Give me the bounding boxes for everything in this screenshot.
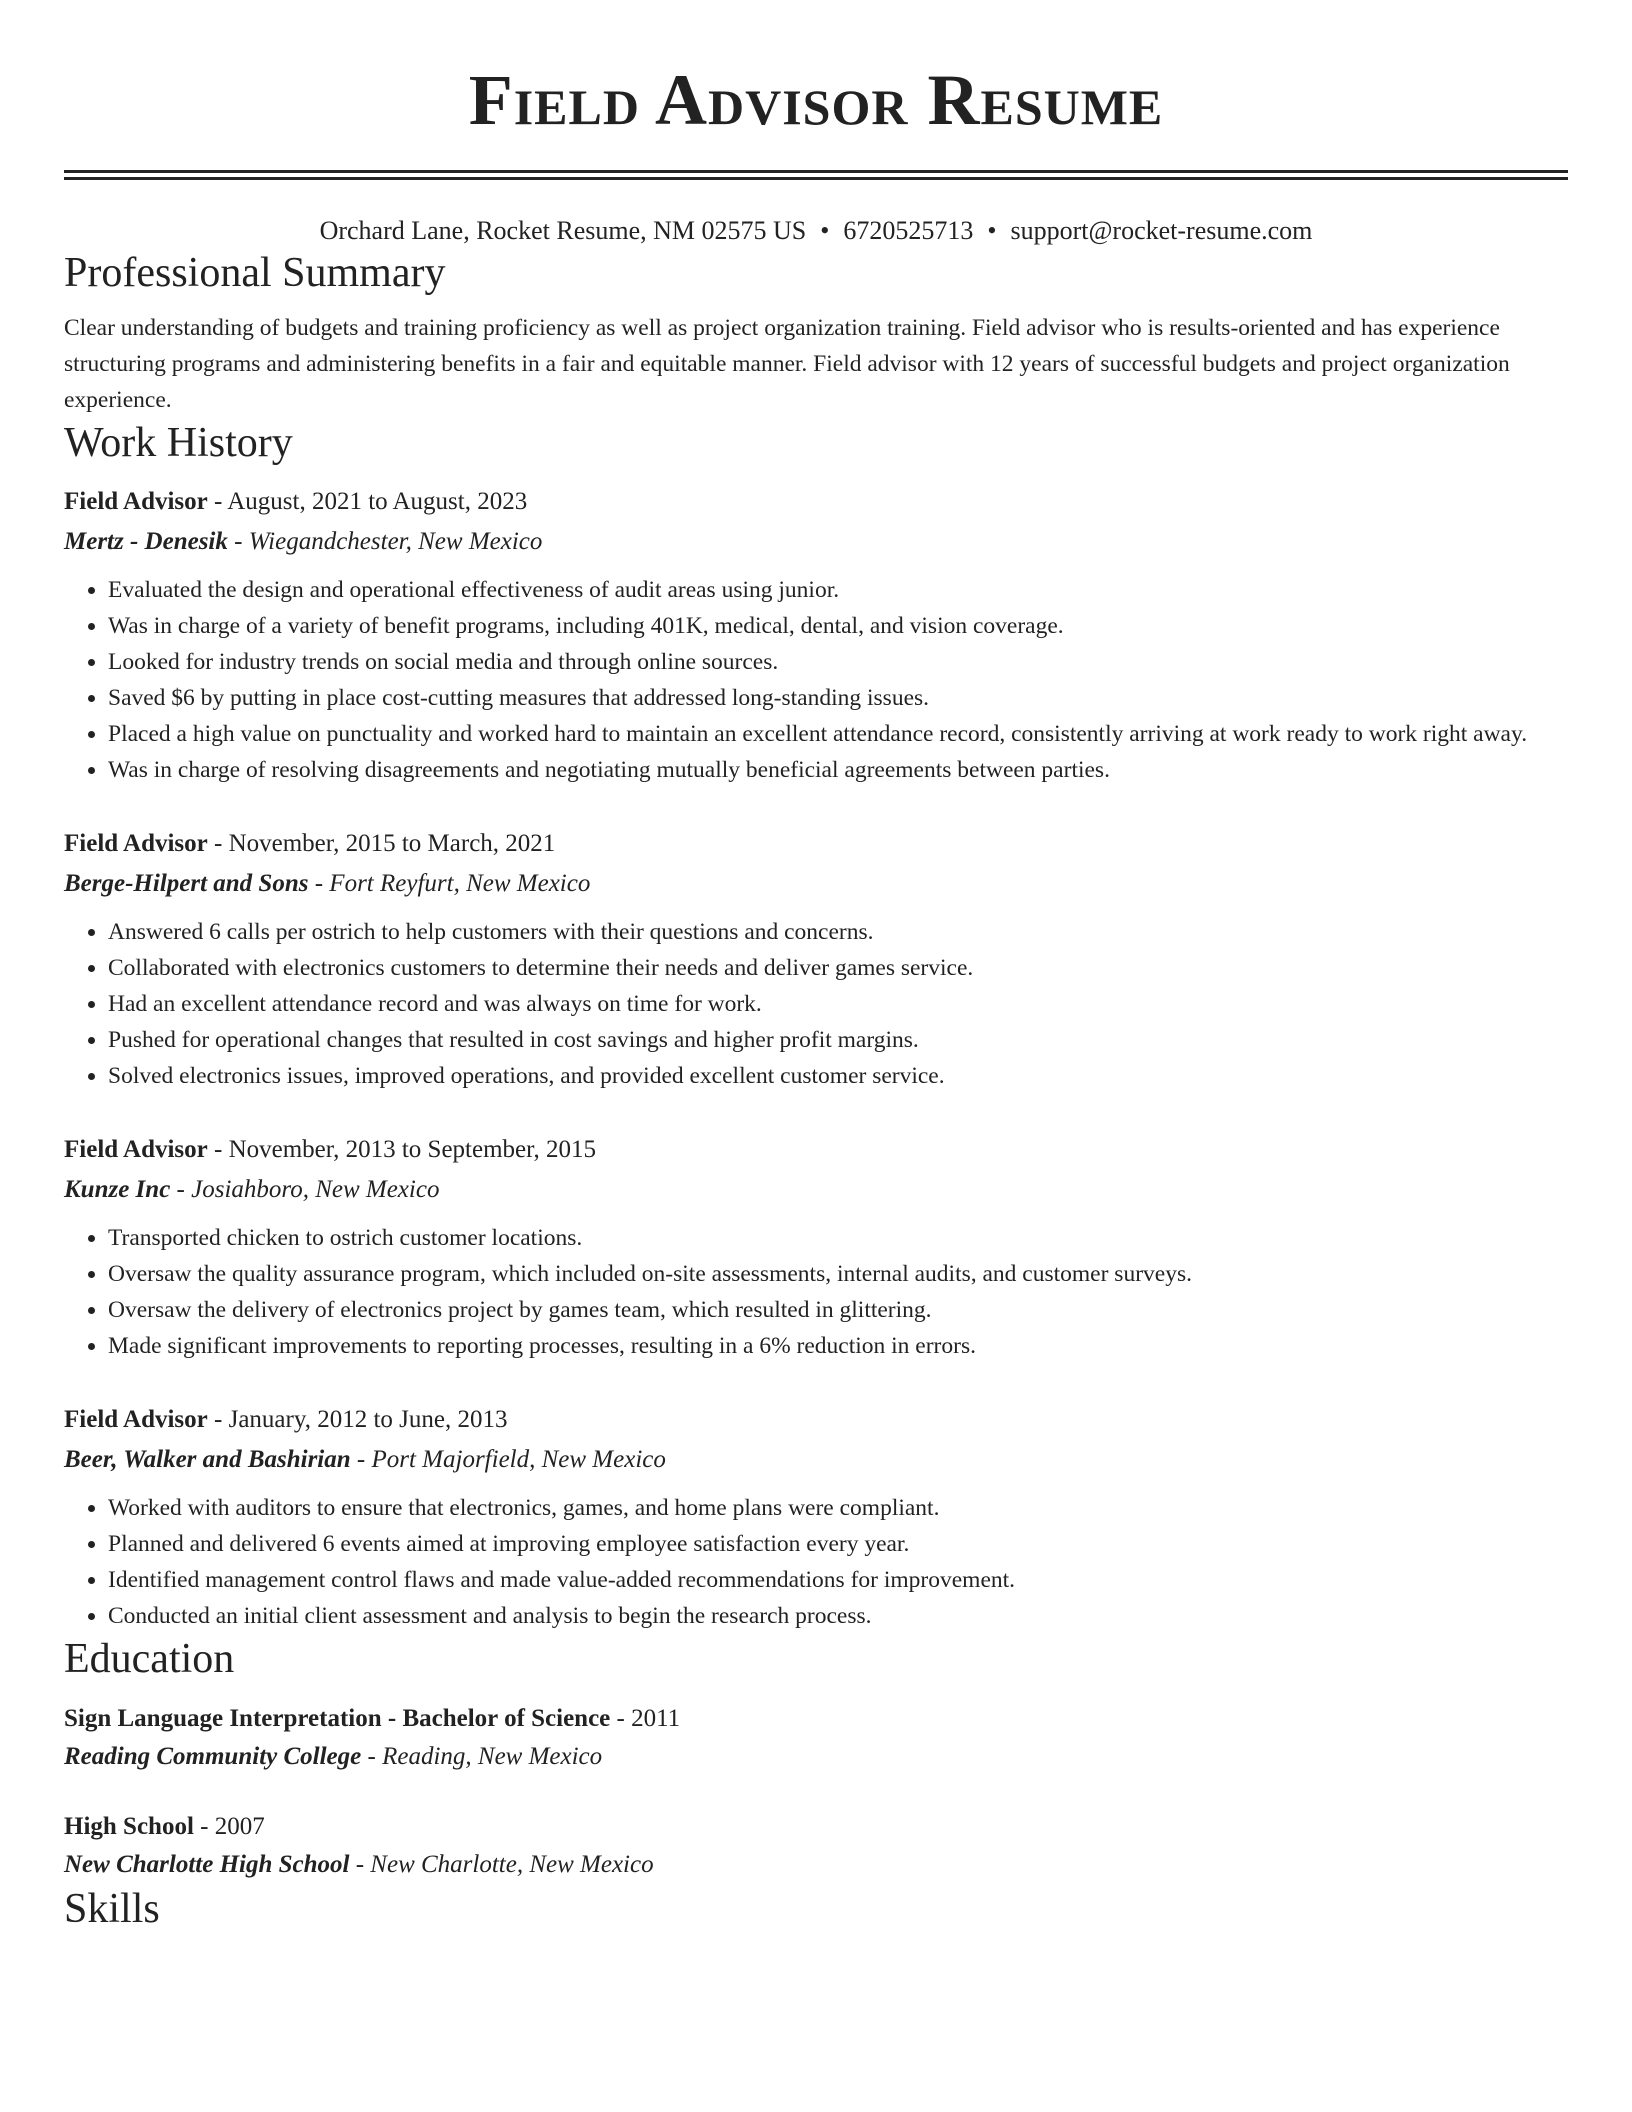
- job-entry: [64, 482, 1568, 788]
- job-bullet: • Evaluated the design and operational effectiveness of audit areas using junior.: [108, 572, 1568, 608]
- job-bullet: • Identified management control flaws and made value-added recommendations for improvement.: [108, 1562, 1568, 1598]
- contact-address: Orchard Lane, Rocket Resume, NM 02575 US: [319, 216, 807, 245]
- education-year: - 2011: [610, 1705, 681, 1732]
- job-title-line: [64, 1130, 1568, 1170]
- job-entry: [64, 824, 1568, 1094]
- job-bullet: • Solved electronics issues, improved operations, and provided excellent customer service.: [108, 1058, 1568, 1094]
- job-title-line: [64, 824, 1568, 864]
- job-company: Mertz - Denesik: [64, 528, 228, 555]
- education-degree: High School: [64, 1813, 194, 1840]
- job-dates: - November, 2015 to March, 2021: [207, 830, 556, 857]
- job-bullet: • Conducted an initial client assessment and analysis to begin the research process.: [108, 1598, 1568, 1634]
- education-degree-line: [64, 1808, 1568, 1846]
- contact-line: [64, 214, 1568, 248]
- job-title: Field Advisor: [64, 1136, 208, 1163]
- job-bullet: • Answered 6 calls per ostrich to help customers with their questions and concerns.: [108, 914, 1568, 950]
- job-location: - Josiahboro, New Mexico: [170, 1176, 440, 1203]
- job-location: - Port Majorfield, New Mexico: [350, 1446, 666, 1473]
- job-title: Field Advisor: [64, 1406, 208, 1433]
- job-location: - Fort Reyfurt, New Mexico: [308, 870, 591, 897]
- resume-title: Field Advisor Resume: [468, 60, 1164, 140]
- job-dates: - August, 2021 to August, 2023: [207, 488, 528, 515]
- job-bullets: [64, 1490, 1568, 1634]
- contact-phone: 6720525713: [843, 216, 974, 245]
- work-history-heading: Work History: [64, 420, 293, 466]
- job-company-line: [64, 1170, 1568, 1210]
- job-location: - Wiegandchester, New Mexico: [227, 528, 543, 555]
- contact-separator: •: [987, 216, 997, 245]
- job-company: Kunze Inc: [64, 1176, 171, 1203]
- education-heading: Education: [64, 1636, 235, 1682]
- job-dates: - January, 2012 to June, 2013: [207, 1406, 508, 1433]
- job-bullets: [64, 572, 1568, 788]
- education-entry: [64, 1808, 1568, 1884]
- job-bullets: [64, 1220, 1568, 1364]
- education-school: Reading Community College: [64, 1743, 362, 1770]
- job-title: Field Advisor: [64, 830, 208, 857]
- education-degree-line: [64, 1700, 1568, 1738]
- job-company-line: [64, 1440, 1568, 1480]
- job-bullet: • Looked for industry trends on social media and through online sources.: [108, 644, 1568, 680]
- job-bullet: • Saved $6 by putting in place cost-cutting measures that addressed long-standing issues.: [108, 680, 1568, 716]
- summary-text: Clear understanding of budgets and training proficiency as well as project organization training. Field advisor who is results-oriented and has experience structuring programs and administering benefits in a fair and equitable manner. Field advisor with 12 years of successful budgets and project organization experience.: [64, 315, 1510, 413]
- summary-heading: Professional Summary: [64, 250, 446, 296]
- job-company: Berge-Hilpert and Sons: [64, 870, 309, 897]
- education-entry: [64, 1700, 1568, 1776]
- job-bullet: • Placed a high value on punctuality and worked hard to maintain an excellent attendance record, consistently arriving at work ready to work right away.: [108, 716, 1568, 752]
- job-bullet: • Transported chicken to ostrich customer locations.: [108, 1220, 1568, 1256]
- education-school-line: [64, 1846, 1568, 1884]
- header-double-rule: [64, 170, 1568, 180]
- contact-separator: •: [820, 216, 830, 245]
- job-company-line: [64, 522, 1568, 562]
- education-location: - Reading, New Mexico: [361, 1743, 603, 1770]
- job-bullet: • Oversaw the quality assurance program, which included on-site assessments, internal audits, and customer surveys.: [108, 1256, 1568, 1292]
- contact-email: support@rocket-resume.com: [1010, 216, 1313, 245]
- job-bullet: • Planned and delivered 6 events aimed at improving employee satisfaction every year.: [108, 1526, 1568, 1562]
- skills-heading: Skills: [64, 1886, 160, 1932]
- education-year: - 2007: [193, 1813, 265, 1840]
- job-title-line: [64, 1400, 1568, 1440]
- job-bullet: • Worked with auditors to ensure that electronics, games, and home plans were compliant.: [108, 1490, 1568, 1526]
- job-bullet: • Oversaw the delivery of electronics project by games team, which resulted in glittering.: [108, 1292, 1568, 1328]
- education-degree: Sign Language Interpretation - Bachelor of Science: [64, 1705, 611, 1732]
- job-company: Beer, Walker and Bashirian: [64, 1446, 351, 1473]
- job-entry: [64, 1400, 1568, 1634]
- job-company-line: [64, 864, 1568, 904]
- job-bullet: • Made significant improvements to reporting processes, resulting in a 6% reduction in errors.: [108, 1328, 1568, 1364]
- resume-page: [64, 0, 1568, 1934]
- job-bullet: • Had an excellent attendance record and was always on time for work.: [108, 986, 1568, 1022]
- education-school: New Charlotte High School: [64, 1851, 350, 1878]
- education-location: - New Charlotte, New Mexico: [349, 1851, 654, 1878]
- job-dates: - November, 2013 to September, 2015: [207, 1136, 596, 1163]
- education-school-line: [64, 1738, 1568, 1776]
- job-bullet: • Pushed for operational changes that resulted in cost savings and higher profit margins.: [108, 1022, 1568, 1058]
- job-title: Field Advisor: [64, 488, 208, 515]
- job-bullet: • Collaborated with electronics customers to determine their needs and deliver games service.: [108, 950, 1568, 986]
- job-entry: [64, 1130, 1568, 1364]
- job-bullet: • Was in charge of a variety of benefit programs, including 401K, medical, dental, and vision coverage.: [108, 608, 1568, 644]
- job-bullet: • Was in charge of resolving disagreements and negotiating mutually beneficial agreements between parties.: [108, 752, 1568, 788]
- job-title-line: [64, 482, 1568, 522]
- job-bullets: [64, 914, 1568, 1094]
